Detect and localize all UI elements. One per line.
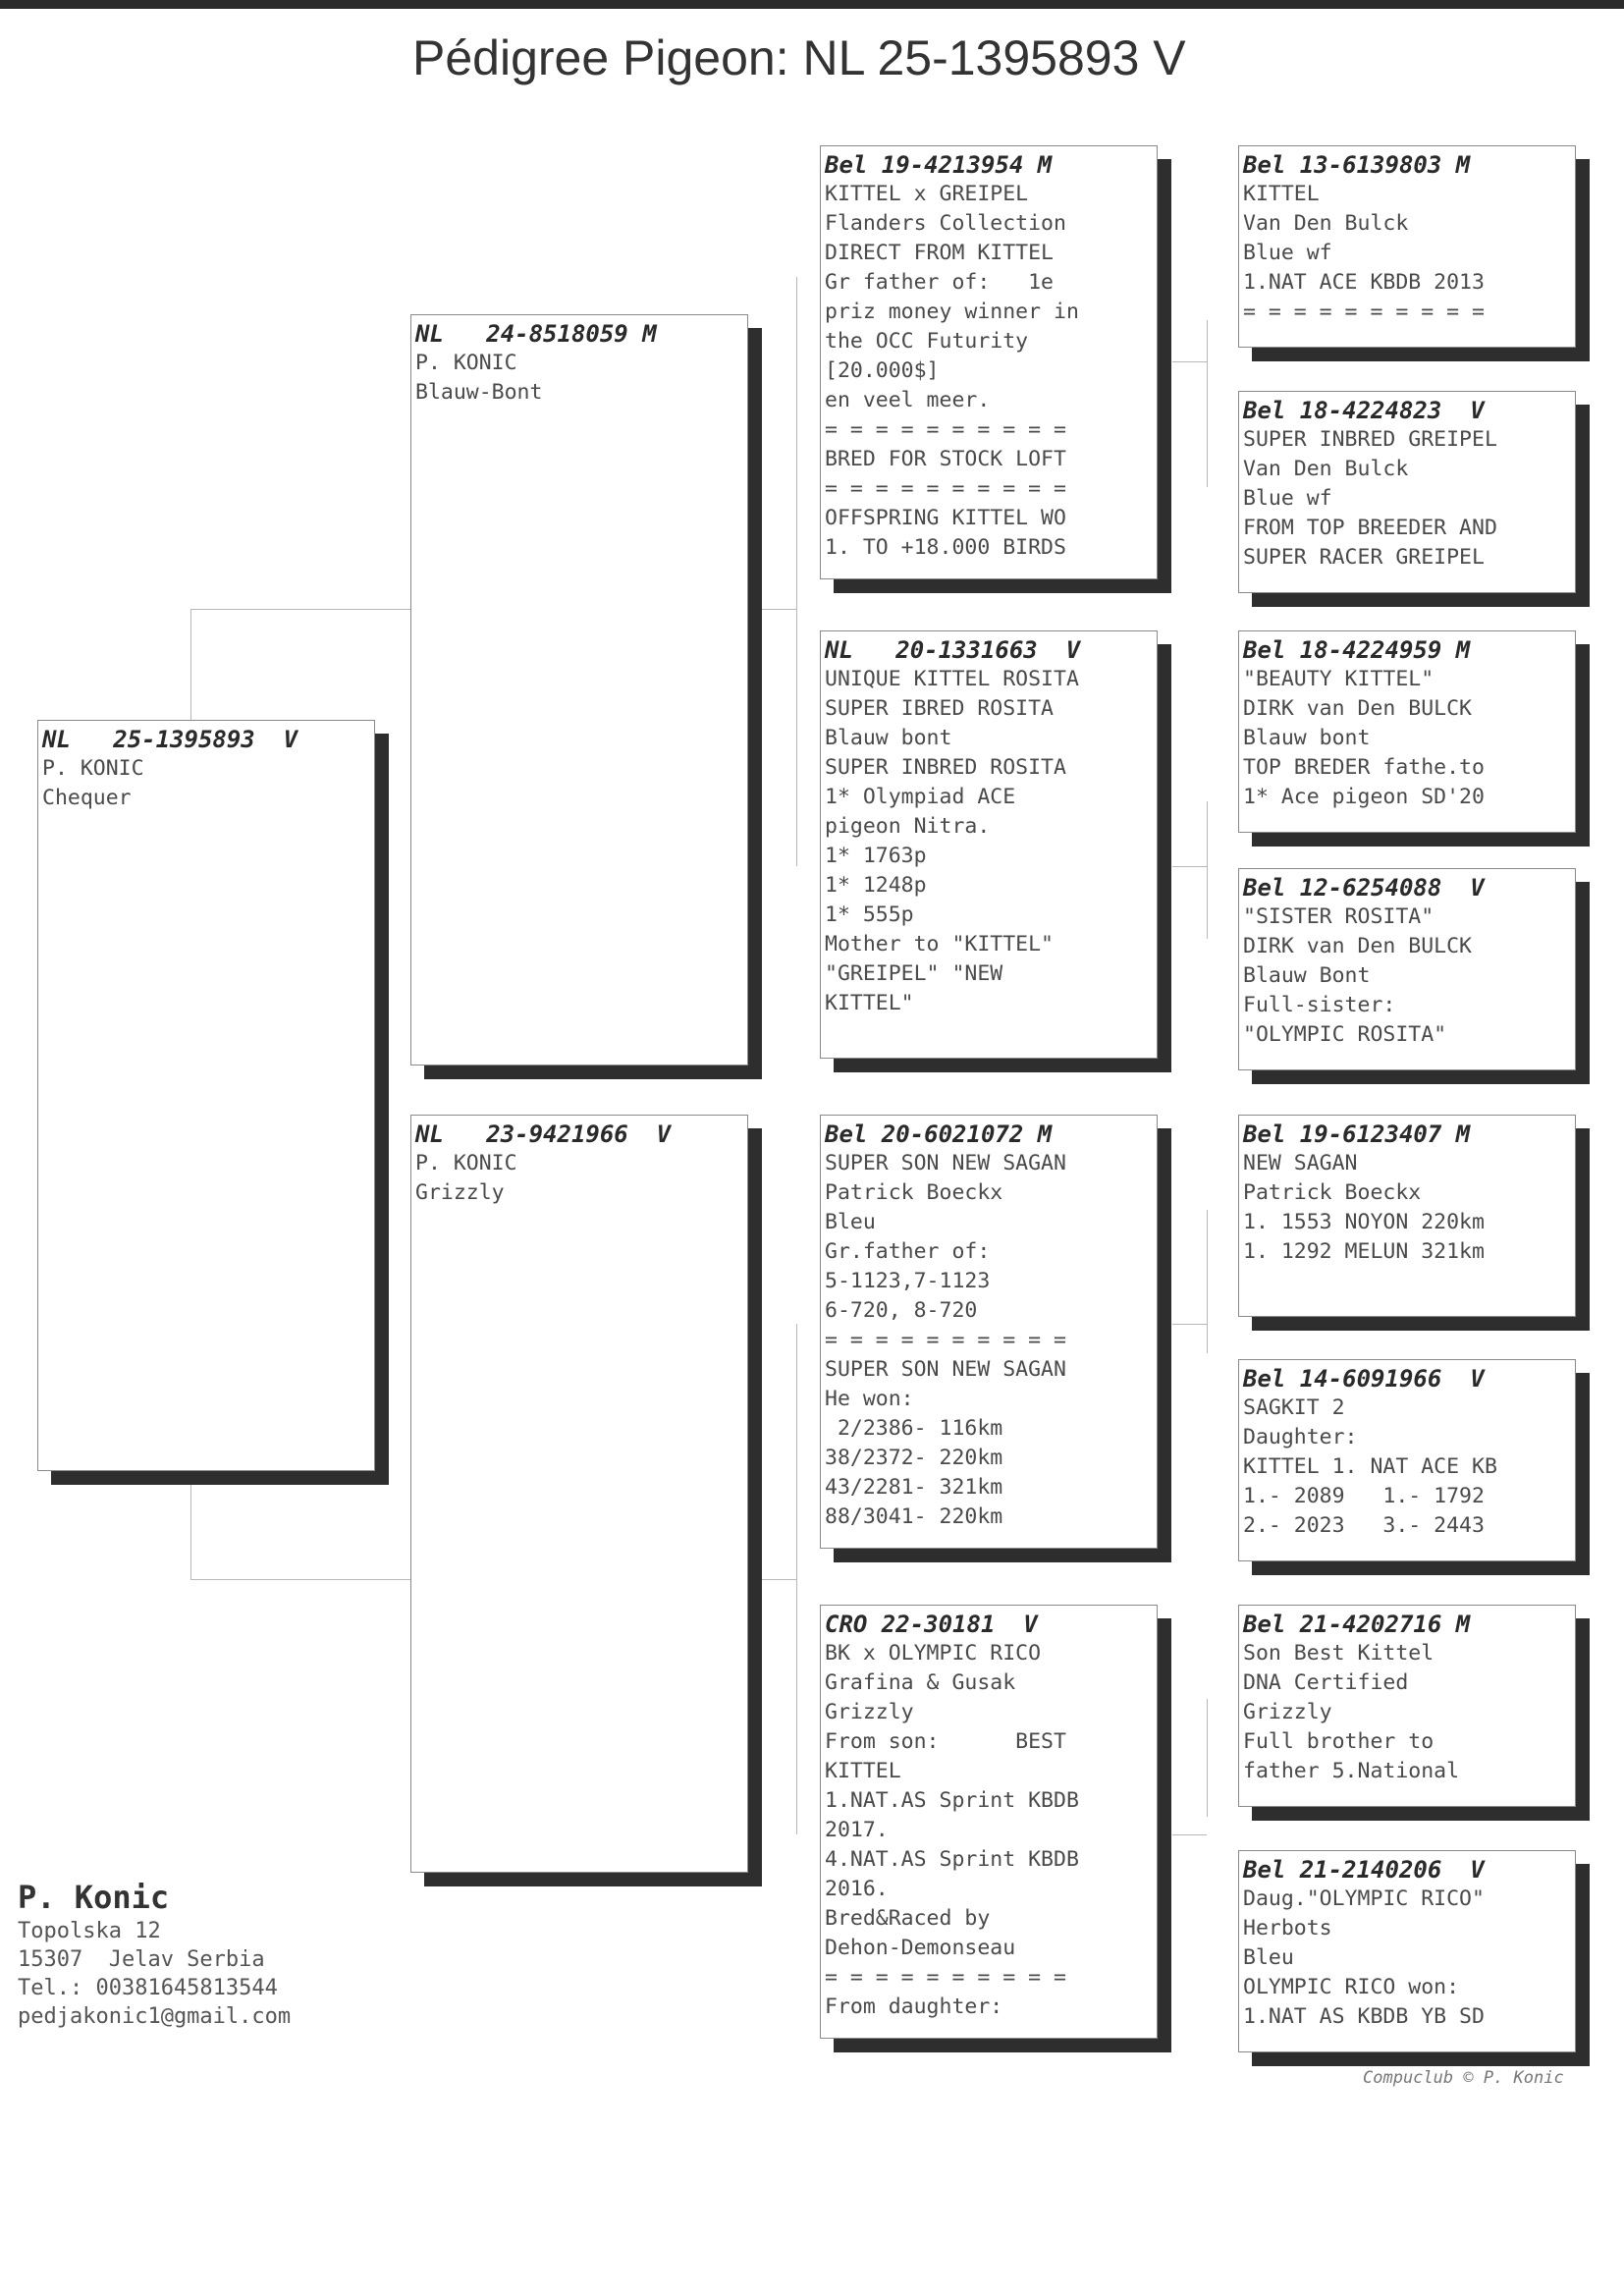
card-line: 43/2281- 321km [825,1475,1003,1500]
card-line: father 5.National [1243,1759,1460,1783]
ring-number: Bel 20-6021072 M [825,1120,1053,1148]
card-line: 1.- 2089 1.- 1792 [1243,1484,1485,1508]
card-line: UNIQUE KITTEL ROSITA [825,667,1079,691]
pigeon-card-dam-sire [820,1115,1158,1549]
pigeon-card-sire-dam [820,630,1158,1059]
card-line: 88/3041- 220km [825,1504,1003,1529]
card-line: = = = = = = = = = = [825,476,1066,501]
connector-line [796,1324,797,1834]
card-line: Son Best Kittel [1243,1641,1435,1666]
card-line: DNA Certified [1243,1670,1409,1695]
pigeon-card-subject [37,720,375,1471]
ring-number: Bel 13-6139803 M [1243,151,1471,179]
ring-number: NL 20-1331663 V [825,636,1081,664]
card-line: Blauw Bont [1243,963,1371,988]
card-line: Grizzly [1243,1700,1332,1724]
card-line: 1.NAT.AS Sprint KBDB [825,1788,1079,1813]
card-line: OFFSPRING KITTEL WO [825,506,1066,530]
card-line: Daughter: [1243,1425,1358,1449]
card-line: DIRK van Den BULCK [1243,934,1472,958]
ring-number: NL 23-9421966 V [415,1120,672,1148]
connector-line [1172,361,1207,362]
pigeon-card-sire-dam-dam [1238,868,1576,1070]
ring-number: Bel 19-4213954 M [825,151,1053,179]
ring-number: NL 24-8518059 M [415,320,657,348]
card-line: Blauw bont [825,726,952,750]
card-line: Dehon-Demonseau [825,1936,1016,1960]
connector-line [190,609,410,610]
card-line: "GREIPEL" "NEW [825,961,1003,986]
card-line: Herbots [1243,1916,1332,1940]
pigeon-card-sire [410,314,748,1066]
card-line: 1. 1292 MELUN 321km [1243,1239,1485,1264]
card-line: KITTEL [1243,182,1320,206]
card-line: 1* 1248p [825,873,927,898]
card-line: Grizzly [415,1180,505,1205]
card-line: Chequer [42,786,132,810]
ring-number: Bel 21-2140206 V [1243,1856,1485,1884]
card-line: "BEAUTY KITTEL" [1243,667,1435,691]
card-line: 5-1123,7-1123 [825,1269,991,1293]
card-line: Blue wf [1243,486,1332,511]
pigeon-card-dam-dam-sire [1238,1605,1576,1807]
card-line: From daughter: [825,1994,1003,2019]
card-line: 6-720, 8-720 [825,1298,978,1323]
owner-city: 15307 Jelav Serbia [18,1947,265,1972]
card-line: Full-sister: [1243,993,1396,1017]
pigeon-card-dam-dam [820,1605,1158,2039]
card-line: Van Den Bulck [1243,457,1409,481]
connector-line [1172,1834,1207,1835]
card-line: SUPER INBRED GREIPEL [1243,427,1497,452]
card-line: priz money winner in [825,300,1079,324]
card-line: FROM TOP BREEDER AND [1243,516,1497,540]
owner-email: pedjakonic1@gmail.com [18,2004,292,2029]
connector-line [190,609,191,720]
connector-line [1207,320,1208,487]
connector-line [762,1579,796,1580]
card-line: Daug."OLYMPIC RICO" [1243,1886,1485,1911]
card-line: DIRECT FROM KITTEL [825,241,1054,265]
connector-line [1172,866,1207,867]
connector-line [796,277,797,866]
owner-address: Topolska 12 [18,1919,161,1943]
ring-number: Bel 12-6254088 V [1243,874,1485,902]
card-line: 1.NAT AS KBDB YB SD [1243,2004,1485,2029]
owner-phone: Tel.: 00381645813544 [18,1976,278,2000]
card-line: KITTEL [825,1759,901,1783]
card-line: "OLYMPIC ROSITA" [1243,1022,1447,1047]
card-line: Gr father of: 1e [825,270,1054,295]
card-line: 4.NAT.AS Sprint KBDB [825,1847,1079,1872]
card-line: 1* 1763p [825,844,927,868]
pigeon-card-sire-sire-sire [1238,145,1576,348]
card-line: KITTEL 1. NAT ACE KB [1243,1454,1497,1479]
card-line: Gr.father of: [825,1239,991,1264]
card-line: P. KONIC [415,1151,517,1175]
card-line: 38/2372- 220km [825,1446,1003,1470]
connector-line [1172,1324,1207,1325]
card-line: = = = = = = = = = = [1243,300,1485,324]
card-line: 2.- 2023 3.- 2443 [1243,1513,1485,1538]
card-line: Patrick Boeckx [825,1180,1003,1205]
card-line: Bleu [1243,1945,1294,1970]
card-line: Flanders Collection [825,211,1066,236]
ring-number: NL 25-1395893 V [42,726,298,753]
card-line: Patrick Boeckx [1243,1180,1422,1205]
card-line: Blue wf [1243,241,1332,265]
card-line: 2017. [825,1818,889,1842]
ring-number: Bel 19-6123407 M [1243,1120,1471,1148]
connector-line [190,1579,410,1580]
card-line: Bleu [825,1210,876,1234]
ring-number: CRO 22-30181 V [825,1611,1038,1638]
card-line: SUPER SON NEW SAGAN [825,1151,1066,1175]
card-line: 1* Ace pigeon SD'20 [1243,785,1485,809]
card-line: BK x OLYMPIC RICO [825,1641,1042,1666]
pigeon-card-dam-sire-dam [1238,1359,1576,1561]
ring-number: Bel 14-6091966 V [1243,1365,1485,1393]
card-line: Full brother to [1243,1729,1435,1754]
top-edge-bar [0,0,1624,9]
card-line: 1.NAT ACE KBDB 2013 [1243,270,1485,295]
card-line: KITTEL x GREIPEL [825,182,1029,206]
card-line: DIRK van Den BULCK [1243,696,1472,721]
pigeon-card-sire-dam-sire [1238,630,1576,833]
pigeon-card-sire-sire [820,145,1158,579]
card-line: NEW SAGAN [1243,1151,1358,1175]
card-line: pigeon Nitra. [825,814,991,839]
card-line: = = = = = = = = = = [825,417,1066,442]
card-line: TOP BREDER fathe.to [1243,755,1485,780]
card-line: SUPER INBRED ROSITA [825,755,1066,780]
card-line: He won: [825,1387,914,1411]
card-line: BRED FOR STOCK LOFT [825,447,1066,471]
card-line: 1* Olympiad ACE [825,785,1016,809]
pigeon-card-sire-sire-dam [1238,391,1576,593]
card-line: Blauw bont [1243,726,1371,750]
card-line: Mother to "KITTEL" [825,932,1054,956]
connector-line [1207,1210,1208,1353]
card-line: 2016. [825,1877,889,1901]
card-line: en veel meer. [825,388,991,412]
owner-info [18,1878,291,2031]
card-line: Bred&Raced by [825,1906,991,1931]
connector-line [1207,1699,1208,1817]
connector-line [190,1483,191,1579]
card-line: P. KONIC [415,351,517,375]
card-line: the OCC Futurity [825,329,1029,354]
card-line: SUPER IBRED ROSITA [825,696,1054,721]
card-line: From son: BEST [825,1729,1066,1754]
card-line: SAGKIT 2 [1243,1395,1345,1420]
ring-number: Bel 21-4202716 M [1243,1611,1471,1638]
card-line: SUPER SON NEW SAGAN [825,1357,1066,1382]
connector-line [762,609,796,610]
pigeon-card-dam [410,1115,748,1873]
card-line: OLYMPIC RICO won: [1243,1975,1460,1999]
card-line: 1. TO +18.000 BIRDS [825,535,1066,560]
connector-line [1207,801,1208,939]
card-line: SUPER RACER GREIPEL [1243,545,1485,570]
card-line: 1. 1553 NOYON 220km [1243,1210,1485,1234]
card-line: Van Den Bulck [1243,211,1409,236]
software-credit: Compuclub © P. Konic [1363,2068,1564,2088]
card-line: P. KONIC [42,756,144,781]
card-line: Grizzly [825,1700,914,1724]
ring-number: Bel 18-4224959 M [1243,636,1471,664]
card-line: Blauw-Bont [415,380,543,405]
card-line: KITTEL" [825,991,914,1015]
card-line: = = = = = = = = = = [825,1965,1066,1990]
ring-number: Bel 18-4224823 V [1243,397,1485,424]
pigeon-card-dam-dam-dam [1238,1850,1576,2052]
owner-name: P. Konic [18,1879,170,1916]
card-line: [20.000$] [825,358,940,383]
pigeon-card-dam-sire-sire [1238,1115,1576,1317]
page-title: Pédigree Pigeon: NL 25-1395893 V [412,30,1186,85]
card-line: "SISTER ROSITA" [1243,904,1435,929]
card-line: Grafina & Gusak [825,1670,1016,1695]
card-line: 2/2386- 116km [825,1416,1003,1441]
card-line: 1* 555p [825,902,914,927]
card-line: = = = = = = = = = = [825,1328,1066,1352]
